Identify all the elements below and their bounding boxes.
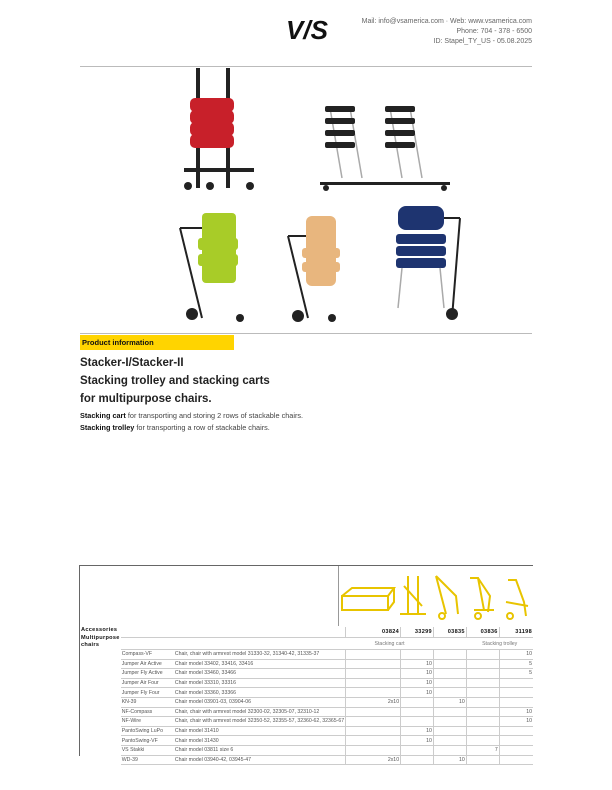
row-spacer — [80, 745, 121, 755]
page-title — [80, 354, 532, 408]
photo-divider — [80, 333, 532, 334]
quantity-cell — [466, 659, 499, 669]
quantity-cell — [499, 736, 533, 746]
quantity-cell: 10 — [401, 669, 434, 679]
quantity-cell — [346, 717, 401, 727]
description — [80, 410, 532, 433]
quantity-cell — [433, 669, 466, 679]
wood-chair-stack-image — [288, 216, 340, 322]
model-name: VS Stakki — [121, 745, 174, 755]
row-spacer — [80, 755, 121, 765]
logo-text: V/S — [286, 15, 328, 45]
quantity-cell: 10 — [401, 736, 434, 746]
row-spacer — [80, 650, 121, 660]
quantity-cell — [433, 726, 466, 736]
quantity-cell — [433, 678, 466, 688]
model-name: Jumper Fly Four — [121, 688, 174, 698]
model-name: PantoSwing LuPo — [121, 726, 174, 736]
quantity-cell — [433, 736, 466, 746]
trolley-03836-icon — [470, 578, 494, 619]
quantity-cell — [346, 745, 401, 755]
model-name: NF-Wire — [121, 717, 174, 727]
row-spacer — [80, 688, 121, 698]
row-spacer — [80, 669, 121, 679]
quantity-cell — [346, 726, 401, 736]
model-description: Chair model 33460, 33466 — [174, 669, 346, 679]
accessory-images — [338, 566, 534, 626]
header-divider-1 — [338, 566, 339, 626]
quantity-cell — [433, 659, 466, 669]
header-divider — [80, 66, 532, 67]
model-name: Jumper Air Active — [121, 659, 174, 669]
quantity-cell: 10 — [401, 659, 434, 669]
table-row — [80, 678, 533, 688]
category-line-1: Accessories — [81, 627, 118, 633]
desc-trolley — [80, 422, 532, 434]
title-line-1: Stacker-I/Stacker-II — [80, 357, 184, 369]
desc-cart-text: for transporting and storing 2 rows of stackable chairs. — [125, 411, 304, 420]
quantity-cell — [499, 688, 533, 698]
group-row — [80, 638, 533, 650]
black-chair-cart-image — [320, 106, 450, 191]
model-name: NF-Compass — [121, 707, 174, 717]
quantity-cell — [466, 707, 499, 717]
quantity-cell: 7 — [466, 745, 499, 755]
table-row — [80, 736, 533, 746]
quantity-cell — [499, 678, 533, 688]
table-row — [80, 717, 533, 727]
table-row — [80, 707, 533, 717]
model-description: Chair model 33402, 33416, 33416 — [174, 659, 346, 669]
group-stacking-cart: Stacking cart — [346, 638, 434, 650]
model-description: Chair, chair with armrest model 31330-32, 31340-42, 31335-37 — [174, 650, 346, 660]
quantity-cell: 5 — [499, 669, 533, 679]
category-line-3: chairs — [81, 642, 100, 648]
quantity-cell: 10 — [401, 726, 434, 736]
desc-trolley-bold: Stacking trolley — [80, 422, 135, 432]
quantity-cell — [401, 707, 434, 717]
quantity-cell — [466, 669, 499, 679]
quantity-cell — [401, 717, 434, 727]
code-03824: 03824 — [346, 627, 401, 638]
quantity-cell — [499, 726, 533, 736]
cart-03824-icon — [342, 588, 394, 610]
quantity-cell — [499, 755, 533, 765]
quantity-cell — [433, 707, 466, 717]
model-description: Chair model 03940-42, 03945-47 — [174, 755, 346, 765]
row-spacer — [80, 707, 121, 717]
trolley-03835-icon — [436, 576, 458, 619]
code-03836: 03836 — [466, 627, 499, 638]
model-name: Jumper Fly Active — [121, 669, 174, 679]
row-spacer — [80, 697, 121, 707]
model-description: Chair model 33360, 33366 — [174, 688, 346, 698]
code-03835: 03835 — [433, 627, 466, 638]
quantity-cell: 10 — [499, 650, 533, 660]
model-description: Chair model 31430 — [174, 736, 346, 746]
quantity-cell — [466, 736, 499, 746]
table-row — [80, 659, 533, 669]
quantity-cell — [466, 755, 499, 765]
model-name: KN-39 — [121, 697, 174, 707]
row-spacer — [80, 736, 121, 746]
trolley-33299-icon — [400, 576, 426, 614]
contact-mail-web: Mail: info@vsamerica.com · Web: www.vsamerica.com — [361, 18, 532, 25]
desc-cart-bold: Stacking cart — [80, 411, 126, 420]
quantity-cell: 2x10 — [346, 755, 401, 765]
model-description: Chair model 33310, 33316 — [174, 678, 346, 688]
row-spacer — [80, 717, 121, 727]
row-spacer — [80, 726, 121, 736]
quantity-cell: 10 — [433, 697, 466, 707]
quantity-cell — [466, 688, 499, 698]
quantity-cell — [466, 650, 499, 660]
compatibility-table — [80, 627, 533, 765]
quantity-cell: 10 — [499, 717, 533, 727]
quantity-cell — [466, 678, 499, 688]
table-row — [80, 688, 533, 698]
contact-phone: Phone: 704 - 378 - 6500 — [456, 28, 532, 35]
row-spacer — [80, 678, 121, 688]
category-cell — [80, 627, 121, 650]
quantity-cell — [346, 678, 401, 688]
blue-chair-stack-image — [396, 206, 460, 320]
quantity-cell — [401, 755, 434, 765]
group-stacking-trolley: Stacking trolley — [466, 638, 533, 650]
table-row — [80, 755, 533, 765]
quantity-cell — [433, 745, 466, 755]
desc-cart — [80, 410, 532, 422]
category-line-2: Multipurpose — [81, 634, 120, 641]
model-description: Chair model 03811 size 6 — [174, 745, 346, 755]
quantity-cell — [466, 726, 499, 736]
quantity-cell — [346, 669, 401, 679]
quantity-cell — [499, 745, 533, 755]
code-row — [80, 627, 533, 638]
product-photos — [80, 68, 532, 330]
model-name: Jumper Air Four — [121, 678, 174, 688]
quantity-cell: 10 — [499, 707, 533, 717]
model-description: Chair model 03901-03, 03904-06 — [174, 697, 346, 707]
accessories-table — [79, 565, 533, 763]
quantity-cell — [346, 659, 401, 669]
model-name: PantoSwing-VF — [121, 736, 174, 746]
quantity-cell — [433, 650, 466, 660]
model-name: Compass-VF — [121, 650, 174, 660]
quantity-cell — [346, 707, 401, 717]
quantity-cell — [466, 717, 499, 727]
quantity-cell: 10 — [433, 755, 466, 765]
table-row — [80, 745, 533, 755]
quantity-cell — [466, 697, 499, 707]
table-row — [80, 726, 533, 736]
model-description: Chair, chair with armrest model 32300-02, 32305-07, 32310-12 — [174, 707, 346, 717]
quantity-cell — [433, 717, 466, 727]
quantity-cell — [346, 736, 401, 746]
code-33299: 33299 — [401, 627, 434, 638]
quantity-cell — [346, 688, 401, 698]
document-id: ID: Stapel_TY_US - 05.08.2025 — [433, 38, 532, 45]
quantity-cell — [401, 745, 434, 755]
green-chair-stack-image — [180, 213, 244, 322]
red-chair-stack-image — [184, 68, 254, 190]
title-line-2: Stacking trolley and stacking carts — [80, 375, 270, 387]
desc-trolley-text: for transporting a row of stackable chairs. — [134, 422, 270, 432]
row-spacer — [80, 659, 121, 669]
trolley-31198-icon — [506, 580, 528, 619]
quantity-cell — [401, 697, 434, 707]
quantity-cell: 5 — [499, 659, 533, 669]
contact-block — [362, 17, 532, 47]
model-description: Chair model 31410 — [174, 726, 346, 736]
quantity-cell — [401, 650, 434, 660]
model-name: WD-39 — [121, 755, 174, 765]
product-info-badge: Product information — [80, 335, 234, 350]
quantity-cell: 10 — [401, 678, 434, 688]
model-description: Chair, chair with armrest model 32350-52, 32355-57, 32360-62, 32365-67 — [174, 718, 345, 725]
table-row — [80, 650, 533, 660]
quantity-cell — [499, 697, 533, 707]
code-31198: 31198 — [499, 627, 533, 638]
quantity-cell — [433, 688, 466, 698]
title-line-3: for multipurpose chairs. — [80, 393, 212, 405]
table-row — [80, 697, 533, 707]
quantity-cell: 2x10 — [346, 697, 401, 707]
table-row — [80, 669, 533, 679]
quantity-cell — [346, 650, 401, 660]
vs-logo — [282, 16, 332, 44]
quantity-cell: 10 — [401, 688, 434, 698]
